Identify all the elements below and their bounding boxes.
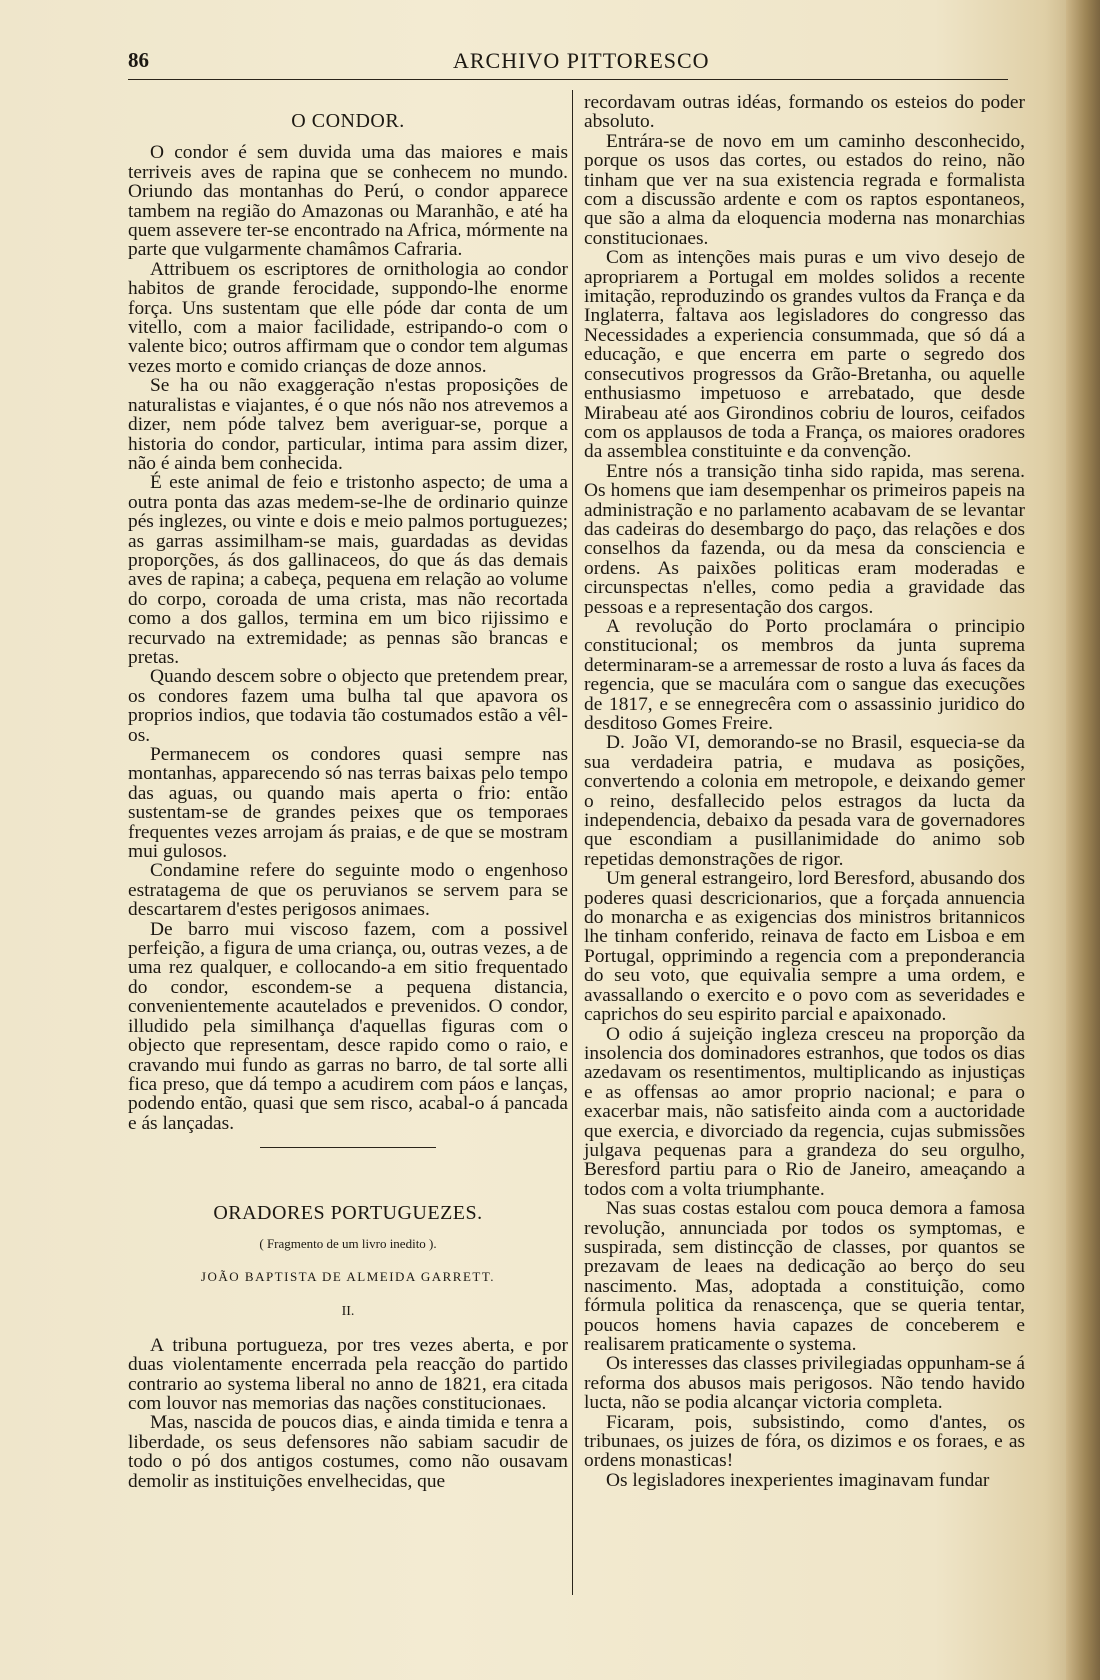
paragraph: Condamine refere do seguinte modo o engenhoso estratagema de que os peruvianos se servem para se descartarem d'estes perigosos animaes. <box>128 860 568 921</box>
header-rule <box>128 79 1008 80</box>
paragraph: De barro mui viscoso fazem, com a possivel perfeição, a figura de uma criança, ou, outras vezes, a de uma rez qualquer, e collocando-a em sitio frequentado do condor, escondem-se a pequena distancia, convenientemente acautelados e prevenidos. O condor, illudido pela similhança d'aquellas figuras com o objecto que representam, desce rapido como o raio, e cravando mui fundo as garras no barro, de tal sorte alli fica preso, que dá tempo a acudirem com páos e lanças, podendo então, quasi que sem risco, acabal-o á pancada e ás lançadas. <box>128 918 568 1134</box>
paragraph: Um general estrangeiro, lord Beresford, abusando dos poderes quasi descricionarios, que a forçada annuencia do monarcha e as exigencias dos ministros britannicos lhe tinham conferido, reinava de facto em Lisboa e em Portugal, opprimindo a regencia com a preponderancia do seu voto, que equivalia sempre a uma ordem, e avassallando o exercito e o povo com as severidades e caprichos do seu espirito parcial e apaixonado. <box>584 868 1025 1026</box>
paragraph: Os interesses das classes privilegiadas oppunham-se á reforma dos abusos mais perigosos. Não tendo havido lucta, não se podia alcançar victoria completa. <box>584 1353 1025 1414</box>
article-title-condor: O CONDOR. <box>291 110 405 132</box>
page-edge <box>1066 0 1100 1680</box>
paragraph: Os legisladores inexperientes imaginavam fundar <box>606 1469 990 1491</box>
paragraph: A tribuna portugueza, por tres vezes aberta, e por duas violentamente encerrada pela reacção do partido contrario ao systema liberal no anno de 1821, era citada com louvor nas memorias das nações constitucionaes. <box>128 1334 568 1414</box>
paragraph: D. João VI, demorando-se no Brasil, esquecia-se da sua verdadeira patria, e mudava as posições, convertendo a colonia em metropole, e deixando gemer o reino, desfallecido pelos estragos da lucta da independencia, debaixo da pesada vara de governadores que escondiam a pusillanimidade do animo sob repetidas demonstrações de rigor. <box>584 732 1025 870</box>
paragraph: Se ha ou não exaggeração n'estas proposições de naturalistas e viajantes, é o que nós não nos atrevemos a dizer, nem póde talvez bem averiguar-se, porque a historia do condor, particular, intima para assim dizer, não é ainda bem conhecida. <box>128 375 568 474</box>
paragraph: O condor é sem duvida uma das maiores e mais terriveis aves de rapina que se conhecem no mundo. Oriundo das montanhas do Perú, o condor apparece tambem na região do Amazonas ou Maranhão, e até ha quem assevere ter-se encontrado na Africa, mórmente na parte que vulgarmente chamâmos Cafraria. <box>128 142 569 261</box>
article-title-oradores: ORADORES PORTUGUEZES. <box>213 1202 483 1225</box>
paragraph: Nas suas costas estalou com pouca demora a famosa revolução, annunciada por todos os symptomas, e suspirada, sem distincção de classes, por quantos se prezavam de leaes na dedicação ao berço do seu nascimento. Mas, adoptada a constituição, como fórmula politica da renascença, que se queria tentar, poucos homens havia capazes de conceberem e realisarem praticamente o systema. <box>584 1198 1025 1355</box>
section-number: II. <box>341 1304 355 1320</box>
paragraph: É este animal de feio e tristonho aspecto; de uma a outra ponta das azas medem-se-lhe de ordinario quinze pés inglezes, ou vinte e dois e meio palmos portuguezes; as garras assimilham-se mais, guardadas as devidas proporções, ás dos gallinaceos, do que ás das demais aves de rapina; a cabeça, pequena em relação ao volume do corpo, coroada de uma crista, mas não recortada como a dos gallos, termina em um bico rijissimo e recurvado na extremidade; as pennas são brancas e pretas. <box>128 472 568 668</box>
column-rule <box>572 90 573 1595</box>
section-separator <box>260 1147 436 1148</box>
paragraph: Attribuem os escriptores de ornithologia ao condor habitos de grande ferocidade, suppondo-lhe enorme força. Uns sustentam que elle póde dar conta de um vitello, com a maior facilidade, estripando-o com o valente bico; outros affirmam que o condor tem algumas vezes morto e comido crianças de doze annos. <box>128 258 568 377</box>
paragraph: Entre nós a transição tinha sido rapida, mas serena. Os homens que iam desempenhar os primeiros papeis na administração e no parlamento acabavam de se levantar das cadeiras do desembargo do paço, das relações e dos conselhos da fazenda, ou da mesa da consciencia e ordens. As paixões politicas eram moderadas e circunspectas n'elles, como pedia a gravidade das pessoas e a representação dos cargos. <box>584 460 1025 618</box>
paragraph: A revolução do Porto proclamára o principio constitucional; os membros da junta suprema determinaram-se a arremessar de rosto a luva ás faces da regencia, que se maculára com o sangue das execuções de 1817, e se ennegrecêra com o assassinio juridico do desditoso Gomes Freire. <box>584 615 1025 734</box>
paragraph: Entrára-se de novo em um caminho desconhecido, porque os usos das cortes, ou estados do reino, não tinham que ver na sua existencia regrada e formalista com a discussão ardente e com os raptos espontaneos, que são a alma da eloquencia moderna nas monarchias constitucionaes. <box>584 130 1025 249</box>
left-column <box>128 94 568 1491</box>
paragraph: Quando descem sobre o objecto que pretendem prear, os condores fazem uma bulha tal que apavora os proprios indios, que todavia tão costumados estão a vêl-os. <box>128 666 568 746</box>
paragraph: O odio á sujeição ingleza cresceu na proporção da insolencia dos dominadores estranhos, que todos os dias azedavam os resentimentos, multiplicando as injustiças e as offensas ao amor proprio nacional; e para o exacerbar mais, não satisfeito ainda com a auctoridade que exercia, e divorciado da regencia, cujas submissões julgava pequenas para a grandeza do seu orgulho, Beresford partiu para o Rio de Janeiro, ameaçando a todos com a volta triumphante. <box>584 1023 1025 1200</box>
right-column <box>584 93 1025 1490</box>
page-number: 86 <box>128 48 149 72</box>
paragraph: Permanecem os condores quasi sempre nas montanhas, apparecendo só nas terras baixas pelo tempo das aguas, ou quando mais aperta o frio: então sustentam-se de grandes peixes que os temporaes frequentes vezes arrojam ás praias, e de que se mostram mui gulosos. <box>128 744 568 863</box>
article-author: JOÃO BAPTISTA DE ALMEIDA GARRETT. <box>200 1268 496 1284</box>
paragraph: Com as intenções mais puras e um vivo desejo de apropriarem a Portugal em moldes solidos a recente imitação, reproduzindo os grandes vultos da França e da Inglaterra, faltava aos legisladores do congresso das Necessidades a experiencia consummada, que só dá a educação, e que encerra em parte o segredo dos consecutivos progressos da Grão-Bretanha, ou aquelle enthusiasmo impetuoso e arrebatado, que desde Mirabeau até aos Girondinos cobriu de louros, ceifados com os applausos de toda a França, os maiores oradores da assemblea constituinte e da convenção. <box>584 247 1025 463</box>
running-header <box>128 48 1008 76</box>
paragraph-continuation: recordavam outras idéas, formando os esteios do poder absoluto. <box>584 92 1025 133</box>
paragraph: Ficaram, pois, subsistindo, como d'antes, os tribunaes, os juizes de fóra, os dizimos e os foraes, e as ordens monasticas! <box>584 1411 1025 1472</box>
article-subtitle: ( Fragmento de um livro inedito ). <box>259 1235 437 1251</box>
running-title: ARCHIVO PITTORESCO <box>453 48 710 73</box>
paragraph: Mas, nascida de poucos dias, e ainda timida e tenra a liberdade, os seus defensores não sabiam sacudir de todo o pó dos antigos costumes, como não ousavam demolir as instituições envelhecidas, que <box>128 1412 568 1492</box>
